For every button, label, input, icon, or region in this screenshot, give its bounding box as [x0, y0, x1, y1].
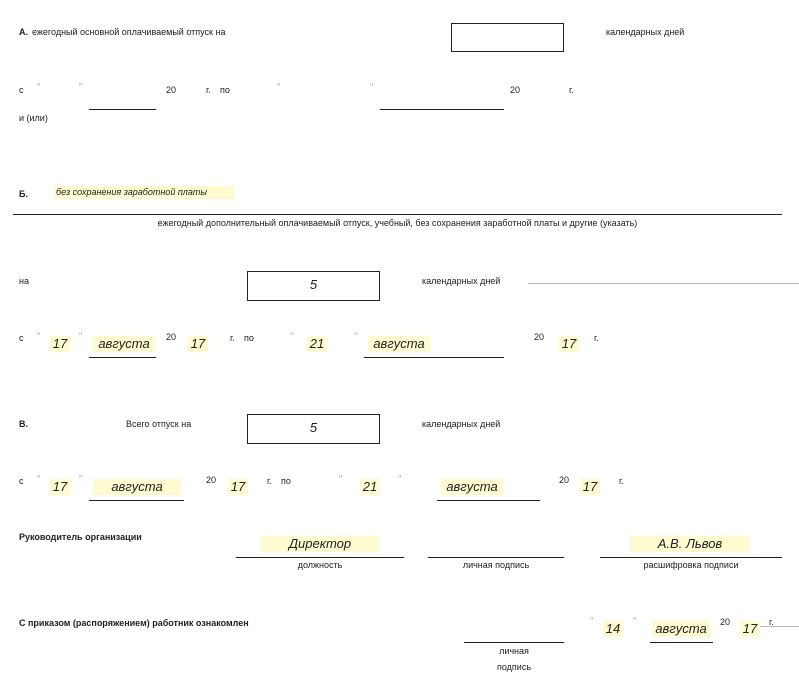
section-b-leave-type-line: [13, 214, 782, 215]
section-a-year2-suffix: г.: [569, 85, 574, 95]
section-b-end-month[interactable]: августа: [368, 336, 430, 352]
ack-year-line: [760, 626, 799, 627]
section-b-to: по: [244, 333, 254, 343]
section-b-start-year[interactable]: 17: [188, 336, 208, 352]
signature-line[interactable]: [428, 557, 564, 558]
section-b-days-value: 5: [309, 277, 318, 292]
section-c-days-unit: календарных дней: [422, 419, 501, 429]
quote-open: ": [37, 331, 41, 341]
employee-signature-caption-1: личная: [499, 646, 529, 656]
section-a-start-month-line[interactable]: [89, 109, 156, 110]
quote-close: ": [79, 474, 83, 484]
quote-open: ": [37, 474, 41, 484]
section-a-year-suffix: г.: [206, 85, 211, 95]
ack-month-line: [650, 642, 713, 643]
section-b-year2-prefix: 20: [534, 332, 545, 342]
ack-year-suffix: г.: [769, 617, 774, 627]
name-caption: расшифровка подписи: [643, 560, 739, 570]
section-b-from: с: [19, 333, 24, 343]
section-c-start-day[interactable]: 17: [50, 479, 70, 495]
section-b-end-month-line: [364, 357, 504, 358]
section-c-to: по: [281, 476, 291, 486]
quote-close: ": [354, 331, 358, 341]
quote-close: ": [398, 474, 402, 484]
section-b-start-month-line: [89, 357, 156, 358]
section-a-year-prefix: 20: [166, 85, 177, 95]
quote-close: ": [79, 331, 83, 341]
quote-open: ": [590, 616, 594, 626]
section-a-from: с: [19, 85, 24, 95]
section-a-and-or: и (или): [19, 113, 48, 123]
section-b-start-month[interactable]: августа: [93, 336, 155, 352]
section-c-end-month-line: [437, 500, 540, 501]
section-c-start-month[interactable]: августа: [93, 479, 181, 495]
section-b-days-underline: [528, 283, 799, 284]
acknowledgement-label: С приказом (распоряжением) работник ознакомлен: [19, 618, 249, 628]
section-c-end-month[interactable]: августа: [441, 479, 503, 495]
section-b-leave-type-caption: ежегодный дополнительный оплачиваемый отпуск, учебный, без сохранения заработной платы и другие (указать): [157, 218, 638, 228]
section-c-title: Всего отпуск на: [126, 419, 192, 429]
position-caption: должность: [297, 560, 343, 570]
quote-close: ": [633, 616, 637, 626]
section-a-title: ежегодный основной оплачиваемый отпуск на: [32, 27, 226, 37]
position-value[interactable]: Директор: [260, 536, 380, 552]
section-c-year-prefix: 20: [206, 475, 217, 485]
section-c-days-value: 5: [309, 420, 318, 435]
name-line: [600, 557, 782, 558]
section-c-start-month-line: [89, 500, 184, 501]
quote-close: ": [370, 82, 374, 92]
ack-month[interactable]: августа: [652, 621, 710, 637]
quote-open: ": [277, 82, 281, 92]
section-c-days-field[interactable]: [247, 414, 380, 444]
employee-signature-caption-2: подпись: [496, 662, 532, 672]
section-b-end-year[interactable]: 17: [559, 336, 579, 352]
section-b-leave-type-value[interactable]: без сохранения заработной платы: [54, 186, 234, 199]
section-b-year-prefix: 20: [166, 332, 177, 342]
name-value[interactable]: А.В. Львов: [630, 536, 750, 552]
section-a-to: по: [220, 85, 230, 95]
section-a-end-month-line[interactable]: [380, 109, 504, 110]
section-b-end-day[interactable]: 21: [307, 336, 327, 352]
section-b-days-field[interactable]: [247, 271, 380, 301]
section-b-on: на: [19, 276, 29, 286]
quote-close: ": [79, 82, 83, 92]
section-c-label: В.: [19, 419, 28, 429]
section-a-days-field[interactable]: [451, 23, 564, 52]
section-b-year2-suffix: г.: [594, 333, 599, 343]
position-line: [236, 557, 404, 558]
section-b-year-suffix: г.: [230, 333, 235, 343]
quote-open: ": [290, 331, 294, 341]
section-c-end-year[interactable]: 17: [580, 479, 600, 495]
ack-day[interactable]: 14: [603, 621, 623, 637]
quote-open: ": [37, 82, 41, 92]
quote-open: ": [339, 474, 343, 484]
section-c-year2-suffix: г.: [619, 476, 624, 486]
employee-signature-line[interactable]: [464, 642, 564, 643]
ack-year-prefix: 20: [720, 617, 731, 627]
section-a-label: А.: [19, 27, 28, 37]
section-c-year2-prefix: 20: [559, 475, 570, 485]
head-label: Руководитель организации: [19, 532, 142, 542]
section-b-days-unit: календарных дней: [422, 276, 501, 286]
section-c-start-year[interactable]: 17: [228, 479, 248, 495]
section-c-year-suffix: г.: [267, 476, 272, 486]
section-b-start-day[interactable]: 17: [50, 336, 70, 352]
section-c-end-day[interactable]: 21: [360, 479, 380, 495]
signature-caption: личная подпись: [462, 560, 530, 570]
section-c-from: с: [19, 476, 24, 486]
section-a-days-unit: календарных дней: [606, 27, 685, 37]
section-b-label: Б.: [19, 189, 28, 199]
section-a-year2-prefix: 20: [510, 85, 521, 95]
ack-year[interactable]: 17: [740, 621, 760, 637]
